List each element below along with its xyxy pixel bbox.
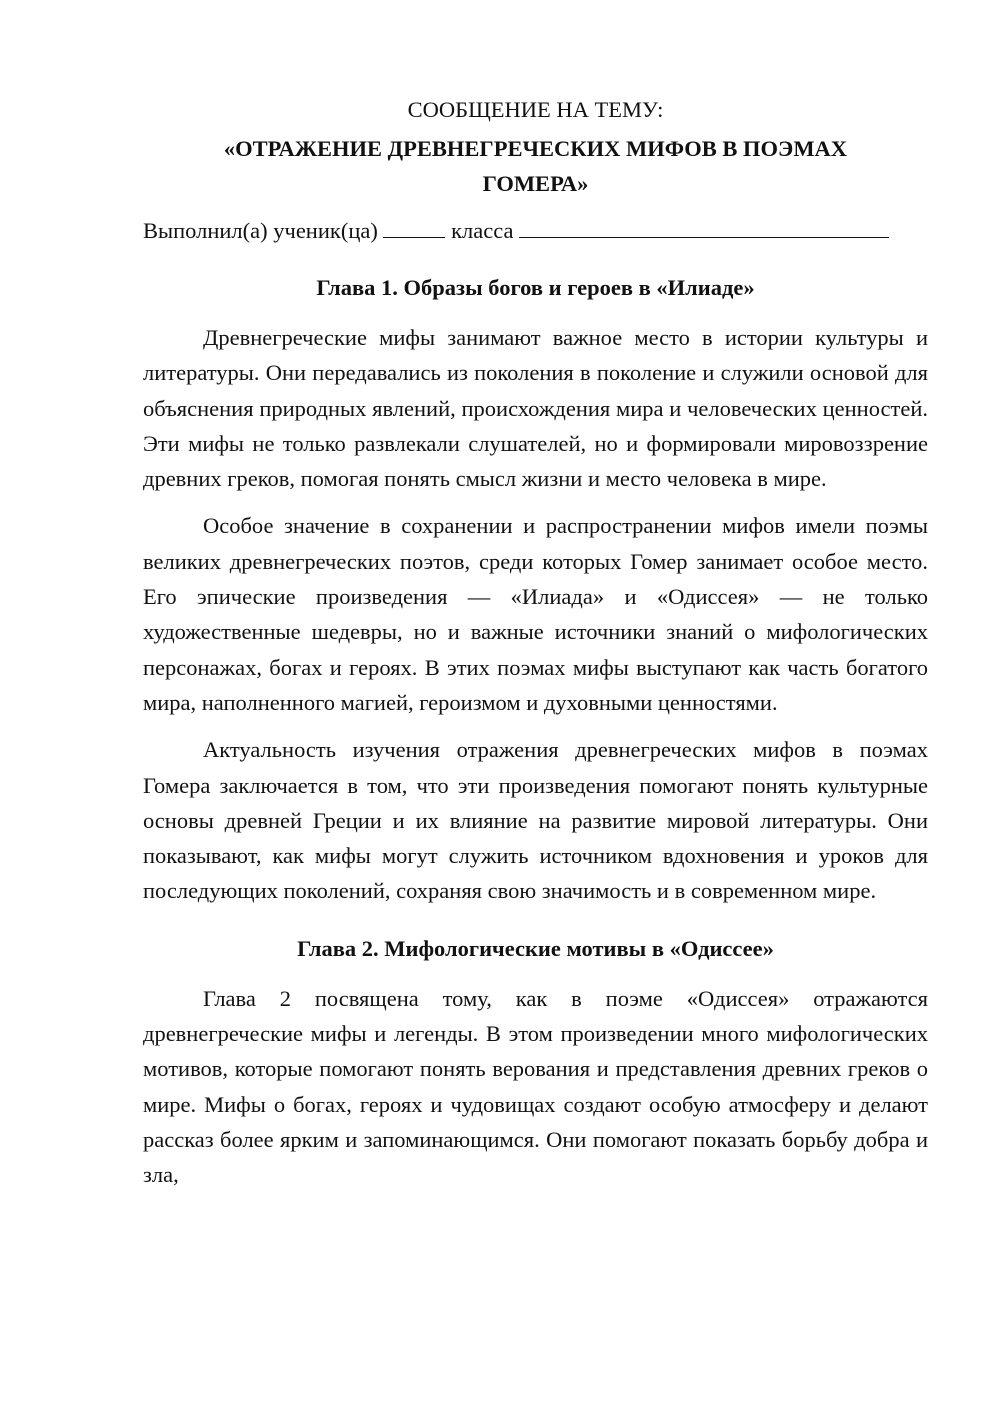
grade-blank-field — [383, 215, 445, 238]
title-line-1: «ОТРАЖЕНИЕ ДРЕВНЕГРЕЧЕСКИХ МИФОВ В ПОЭМАХ — [223, 136, 848, 161]
chapter-2-heading: Глава 2. Мифологические мотивы в «Одиссее» — [297, 935, 774, 961]
name-blank-field — [519, 215, 889, 238]
title-line-2: ГОМЕРА» — [482, 171, 589, 196]
chapter-1-paragraph-3: Актуальность изучения отражения древнегреческих мифов в поэмах Гомера заключается в том, что эти произведения помогают понять культурные основы древней Греции и их влияние на развитие мировой литературы. Они показывают, как мифы могут служить источником вдохновения и уроков для последующих поколений, сохраняя свою значимость и в современном мире. — [143, 737, 928, 904]
document-page — [143, 92, 928, 1193]
class-label: класса — [451, 218, 514, 243]
author-prefix: Выполнил(а) ученик(ца) — [143, 218, 378, 243]
chapter-1-paragraph-1: Древнегреческие мифы занимают важное место в истории культуры и литературы. Они передавались из поколения в поколение и служили основой для объяснения природных явлений, происхождения мира и человеческих ценностей. Эти мифы не только развлекали слушателей, но и формировали мировоззрение древних греков, помогая понять смысл жизни и место человека в мире. — [143, 325, 928, 492]
document-title — [143, 131, 928, 201]
chapter-2-paragraph-1: Глава 2 посвящена тому, как в поэме «Одиссея» отражаются древнегреческие мифы и легенды. В этом произведении много мифологических мотивов, которые помогают понять верования и представления древних греков о мире. Мифы о богах, героях и чудовищах создают особую атмосферу и делают рассказ более ярким и запоминающимся. Они помогают показать борьбу добра и зла, — [143, 985, 928, 1188]
author-line — [143, 213, 928, 248]
chapter-1-paragraph-2: Особое значение в сохранении и распространении мифов имели поэмы великих древнегреческих поэтов, среди которых Гомер занимает особое место. Его эпические произведения — «Илиада» и «Одиссея» — не только художественные шедевры, но и важные источники знаний о мифологических персонажах, богах и героях. В этих поэмах мифы выступают как часть богатого мира, наполненного магией, героизмом и духовными ценностями. — [143, 513, 928, 715]
document-header: СООБЩЕНИЕ НА ТЕМУ: — [407, 97, 664, 122]
chapter-1-heading: Глава 1. Образы богов и героев в «Илиаде» — [316, 275, 755, 300]
